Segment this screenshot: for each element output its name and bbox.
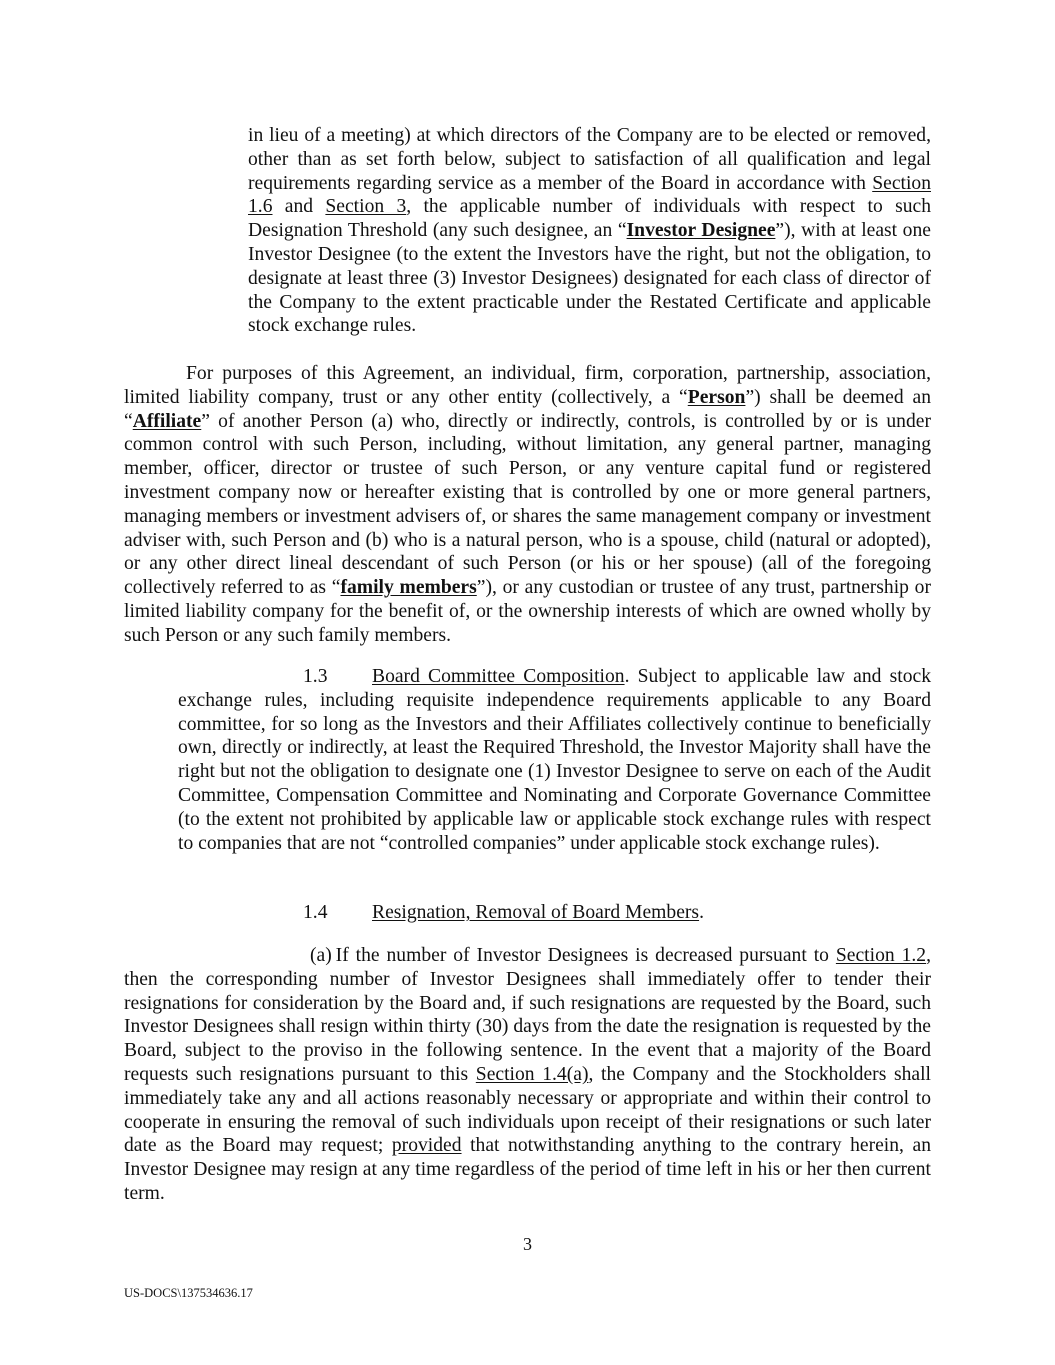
text: ”), or any custodian or trustee of any trust, partnership or limited liability company for the benefit of, or the ownership interests of which are owned wholly by such Person or any such family members. [124,577,931,646]
defined-term: Person [687,386,746,408]
section-1-3 [178,665,931,855]
section-heading: Board Committee Composition [372,666,625,687]
text: and [272,196,326,218]
section-reference: Section 1.4(a) [475,1063,589,1085]
text: , the applicable number of individuals with respect to such Designation Threshold (any such designee, an “ [248,196,931,242]
text: ”) shall be deemed an “ [124,386,932,432]
defined-term: family members [340,577,477,599]
section-1-4-a [124,944,931,1206]
text: (a) If the number of Investor Designees is decreased pursuant to [310,945,836,966]
proviso-term: provided [391,1135,462,1157]
section-number: 1.3 [303,666,328,687]
text: . Subject to applicable law and stock exchange rules, including requisite independence requirements applicable to any Board committee, for so long as the Investors and their Affiliates collectively continue to beneficially own, directly or indirectly, at least the Required Threshold, the Investor Majority shall have the right but not the obligation to designate one (1) Investor Designee to serve on each of the Audit Committee, Compensation Committee and Nominating and Corporate Governance Committee (to the extent not prohibited by applicable law or applicable stock exchange rules with respect to companies that are not “controlled companies” under applicable stock exchange rules). [178,666,931,854]
text: that notwithstanding anything to the contrary herein, an Investor Designee may resign at any time regardless of the period of time left in his or her then current term. [124,1135,931,1204]
defined-term: Affiliate [132,410,202,432]
defined-term: Investor Designee [626,220,776,242]
section-reference: Section 1.6 [248,172,931,218]
section-reference: Section 3 [325,196,407,218]
paragraph-affiliate-definition [124,362,931,648]
paragraph-designee-continuation [248,124,931,338]
text: ”), with at least one Investor Designee (to the extent the Investors have the right, but not the obligation, to designate at least three (3) Investor Designees) designated for each class of director of the Company to the extent practicable under the Restated Certificate and applicable stock exchange rules. [248,220,931,337]
section-reference: Section 1.2 [835,945,927,966]
text: ” of another Person (a) who, directly or indirectly, controls, is controlled by or is under common control with such Person, including, without limitation, any general partner, managing member, officer, director or trustee of such Person, or any venture capital fund or registered investment company now or hereafter existing that is controlled by one or more general partners, managing members or investment advisers of, or shares the same management company or investment adviser with, such Person and (b) who is a natural person, who is a spouse, child (natural or adopted), or any other direct lineal descendant of such Person (or his or her spouse) (all of the foregoing collectively referred to as “ [124,410,931,599]
section-heading: Resignation, Removal of Board Members [372,902,700,923]
text: . [699,902,704,923]
document-id: US-DOCS\137534636.17 [124,1286,253,1300]
section-1-4 [178,901,931,925]
section-number: 1.4 [303,902,328,923]
text: , the Company and the Stockholders shall immediately take any and all actions reasonably necessary or appropriate and within their control to cooperate in ensuring the removal of such individuals upon receipt of their resignations or such later date as the Board may request; [124,1063,931,1157]
page-number: 3 [523,1234,532,1254]
text: For purposes of this Agreement, an individual, firm, corporation, partnership, association, limited liability company, trust or any other entity (collectively, a “ [124,363,931,408]
text: in lieu of a meeting) at which directors of the Company are to be elected or removed, other than as set forth below, subject to satisfaction of all qualification and legal requirements regarding service as a member of the Board in accordance with [248,125,931,194]
text: , then the corresponding number of Investor Designees shall immediately offer to tender their resignations for consideration by the Board and, if such resignations are requested by the Board, such Investor Designees shall resign within thirty (30) days from the date the resignation is requested by the Board, subject to the proviso in the following sentence. In the event that a majority of the Board requests such resignations pursuant to this [124,945,931,1085]
